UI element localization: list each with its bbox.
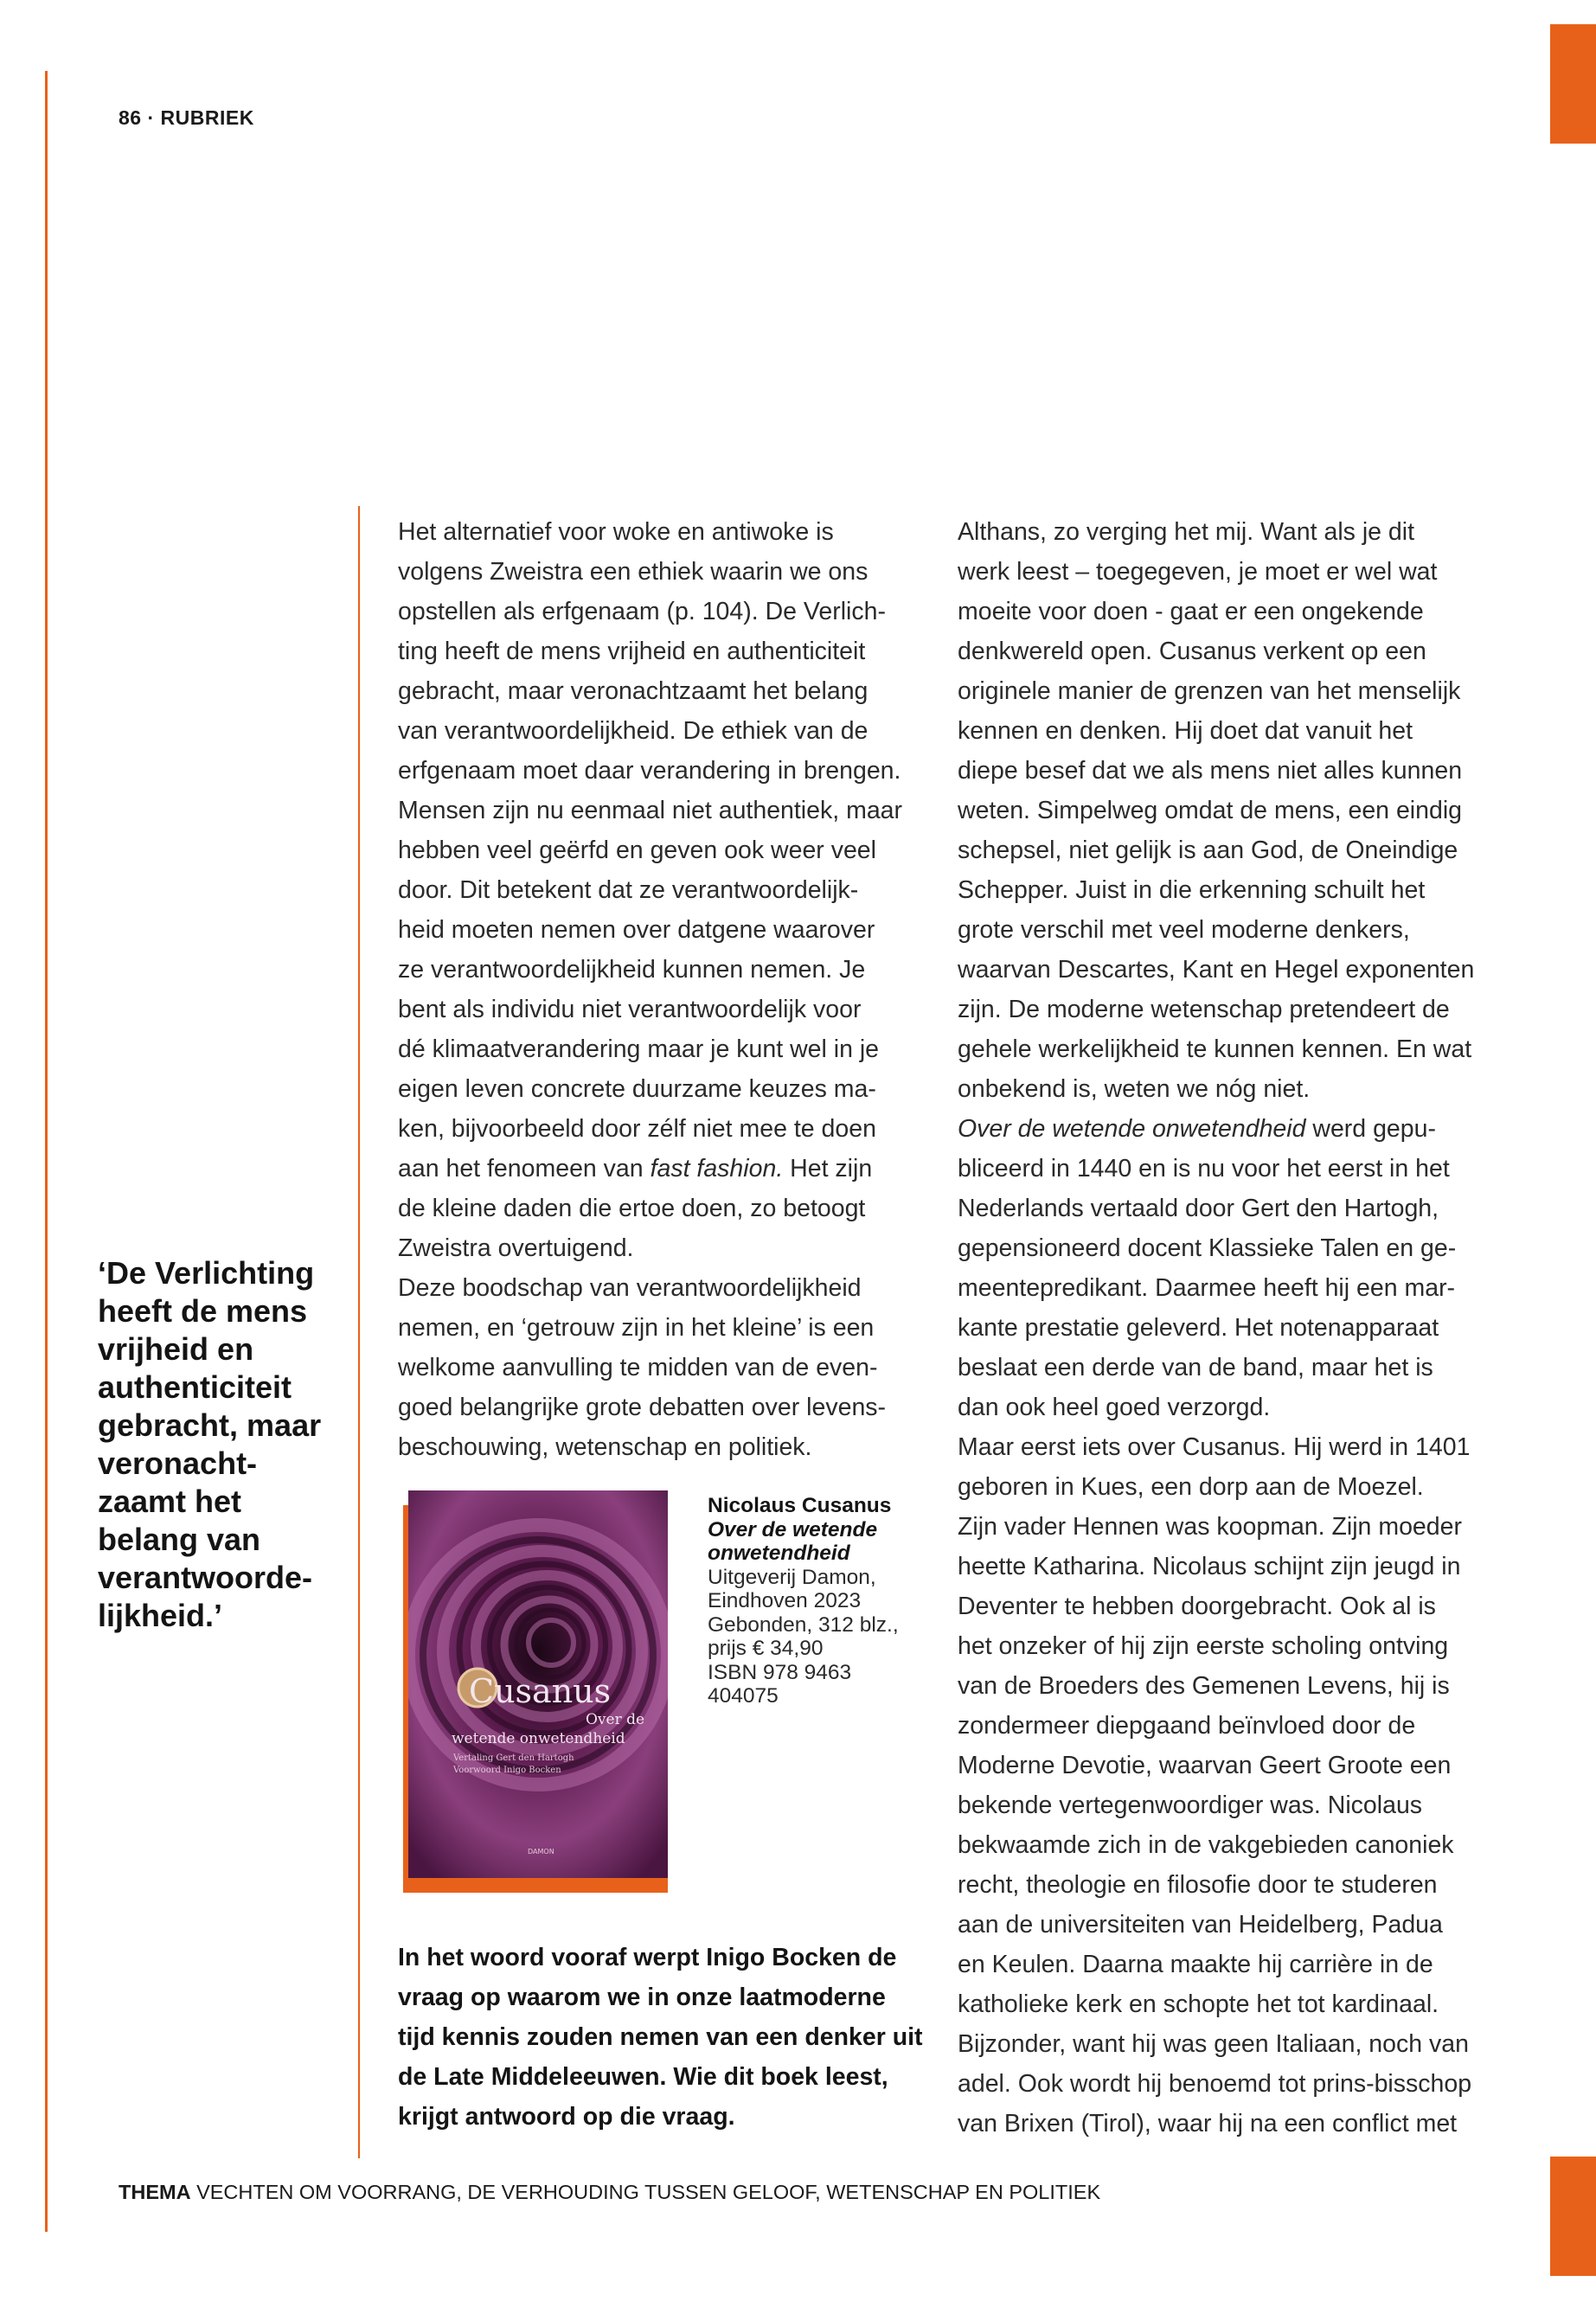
pull-quote-line: verantwoorde-	[98, 1560, 313, 1595]
cover-subtitle-line: Over de	[586, 1711, 645, 1728]
text-line: Schepper. Juist in die erkenning schuilt het	[958, 876, 1426, 904]
orange-tab-top	[1550, 24, 1596, 144]
text-line: grote verschil met veel moderne denkers,	[958, 916, 1410, 944]
text-run-italic: fast fashion.	[650, 1155, 784, 1183]
text-line: ting heeft de mens vrijheid en authenticiteit	[398, 638, 866, 665]
text-line: meentepredikant. Daarmee heeft hij een mar-	[958, 1274, 1456, 1302]
pull-quote-line: heeft de mens	[98, 1293, 308, 1329]
text-line: hebben veel geërfd en geven ook weer veel	[398, 836, 876, 864]
book-info	[708, 1494, 933, 1708]
text-line: bekwaamde zich in de vakgebieden canoniek	[958, 1831, 1454, 1859]
text-line: van de Broeders des Gemenen Levens, hij is	[958, 1672, 1450, 1700]
text-line: kennen en denken. Hij doet dat vanuit het	[958, 717, 1413, 745]
pull-quote-line: gebracht, maar	[98, 1407, 322, 1443]
lead-line: tijd kennis zouden nemen van een denker uit	[398, 2023, 923, 2051]
text-line: gehele werkelijkheid te kunnen kennen. En wat	[958, 1035, 1472, 1063]
text-line: kante prestatie geleverd. Het notenapparaat	[958, 1314, 1439, 1342]
pull-quote-line: ‘De Verlichting	[98, 1255, 315, 1291]
text-line: ken, bijvoorbeeld door zélf niet mee te doen	[398, 1115, 876, 1143]
pull-quote-line: authenticiteit	[98, 1369, 292, 1405]
book-title: Over de wetende	[708, 1517, 878, 1541]
book-publisher: Uitgeverij Damon,	[708, 1565, 876, 1589]
text-line: heette Katharina. Nicolaus schijnt zijn jeugd in	[958, 1553, 1461, 1580]
pull-quote-line: belang van	[98, 1522, 261, 1557]
lead-line: de Late Middeleeuwen. Wie dit boek leest,	[398, 2063, 888, 2091]
text-line: schepsel, niet gelijk is aan God, de Oneindige	[958, 836, 1458, 864]
text-line: nemen, en ‘getrouw zijn in het kleine’ is een	[398, 1314, 875, 1342]
left-margin-rule	[45, 71, 48, 2232]
lead-line: krijgt antwoord op die vraag.	[398, 2103, 735, 2131]
body-column-left	[398, 512, 921, 1467]
text-run: aan het fenomeen van	[398, 1155, 651, 1183]
text-line: bent als individu niet verantwoordelijk voor	[398, 996, 862, 1023]
text-line: beschouwing, wetenschap en politiek.	[398, 1433, 812, 1461]
body-column-right	[958, 512, 1481, 2144]
text-line: gepensioneerd docent Klassieke Talen en ge-	[958, 1234, 1457, 1262]
pull-quote-line: lijkheid.’	[98, 1598, 223, 1633]
text-line: weten. Simpelweg omdat de mens, een eindig	[958, 797, 1463, 824]
pull-quote-line: zaamt het	[98, 1484, 242, 1519]
pull-quote-line: veronacht-	[98, 1445, 258, 1481]
text-line: zondermeer diepgaand beïnvloed door de	[958, 1712, 1416, 1740]
text-line: de kleine daden die ertoe doen, zo betoogt	[398, 1195, 866, 1222]
book-isbn: ISBN 978 9463	[708, 1660, 852, 1684]
text-line: Deze boodschap van verantwoordelijkheid	[398, 1274, 862, 1302]
book-place-year: Eindhoven 2023	[708, 1589, 862, 1612]
text-line: ze verantwoordelijkheid kunnen nemen. Je	[398, 956, 866, 984]
book-price: prijs € 34,90	[708, 1637, 824, 1660]
text-line: Zijn vader Hennen was koopman. Zijn moeder	[958, 1513, 1462, 1541]
book-author: Nicolaus Cusanus	[708, 1494, 892, 1517]
text-run: Het zijn	[783, 1155, 873, 1183]
footer-label: THEMA	[119, 2181, 191, 2203]
text-line: opstellen als erfgenaam (p. 104). De Verlich-	[398, 598, 886, 625]
cover-credit-line: Vertaling Gert den Hartogh	[453, 1753, 574, 1763]
text-line: bekende vertegenwoordiger was. Nicolaus	[958, 1791, 1423, 1819]
text-line	[398, 1149, 921, 1189]
text-line	[958, 1109, 1481, 1149]
lead-paragraph	[398, 1938, 921, 2137]
text-line: dé klimaatverandering maar je kunt wel in je	[398, 1035, 880, 1063]
text-line: Zweistra overtuigend.	[398, 1234, 634, 1262]
text-line: onbekend is, weten we nóg niet.	[958, 1075, 1311, 1103]
text-line: katholieke kerk en schopte het tot kardinaal.	[958, 1990, 1439, 2018]
text-line: Deventer te hebben doorgebracht. Ook al is	[958, 1593, 1436, 1620]
text-line: zijn. De moderne wetenschap pretendeert de	[958, 996, 1450, 1023]
orange-tab-bottom	[1550, 2157, 1596, 2276]
cover-publisher: DAMON	[528, 1848, 554, 1856]
text-line: Bijzonder, want hij was geen Italiaan, noch van	[958, 2030, 1469, 2058]
pull-quote	[98, 1254, 349, 1635]
text-line: van Brixen (Tirol), waar hij na een conflict met	[958, 2110, 1458, 2138]
text-line: geboren in Kues, een dorp aan de Moezel.	[958, 1473, 1424, 1501]
text-line: waarvan Descartes, Kant en Hegel exponenten	[958, 956, 1475, 984]
text-line: Mensen zijn nu eenmaal niet authentiek, maar	[398, 797, 903, 824]
book-title: onwetendheid	[708, 1541, 850, 1565]
pull-quote-line: vrijheid en	[98, 1331, 254, 1367]
text-line: Het alternatief voor woke en antiwoke is	[398, 518, 834, 546]
book-cover-image	[408, 1490, 668, 1878]
text-line: Moderne Devotie, waarvan Geert Groote een	[958, 1752, 1452, 1779]
text-run-italic: Over de wetende onwetendheid	[958, 1115, 1306, 1143]
footer-theme-line	[119, 2181, 1100, 2204]
cover-title: Cusanus	[469, 1672, 612, 1710]
text-line: Althans, zo verging het mij. Want als je dit	[958, 518, 1415, 546]
text-line: welkome aanvulling te midden van de even-	[398, 1354, 878, 1381]
lead-line: vraag op waarom we in onze laatmoderne	[398, 1984, 886, 2011]
text-line: denkwereld open. Cusanus verkent op een	[958, 638, 1426, 665]
text-line: door. Dit betekent dat ze verantwoordelijk-	[398, 876, 859, 904]
text-line: bliceerd in 1440 en is nu voor het eerst in het	[958, 1155, 1450, 1183]
text-line: moeite voor doen - gaat er een ongekende	[958, 598, 1424, 625]
text-line: heid moeten nemen over datgene waarover	[398, 916, 875, 944]
text-line: aan de universiteiten van Heidelberg, Padua	[958, 1911, 1443, 1939]
footer-text: VECHTEN OM VOORRANG, DE VERHOUDING TUSSEN GELOOF, WETENSCHAP EN POLITIEK	[190, 2181, 1101, 2203]
book-binding: Gebonden, 312 blz.,	[708, 1612, 899, 1637]
text-line: van verantwoordelijkheid. De ethiek van de	[398, 717, 869, 745]
text-line: gebracht, maar veronachtzaamt het belang	[398, 677, 869, 705]
text-line: Nederlands vertaald door Gert den Hartogh,	[958, 1195, 1439, 1222]
running-head: 86 · RUBRIEK	[119, 106, 254, 129]
text-line: eigen leven concrete duurzame keuzes ma-	[398, 1075, 876, 1103]
text-line: goed belangrijke grote debatten over levens-	[398, 1394, 887, 1421]
text-line: Maar eerst iets over Cusanus. Hij werd in 1401	[958, 1433, 1471, 1461]
text-line: adel. Ook wordt hij benoemd tot prins-bisschop	[958, 2070, 1472, 2098]
text-line: originele manier de grenzen van het menselijk	[958, 677, 1461, 705]
text-line: volgens Zweistra een ethiek waarin we ons	[398, 558, 869, 586]
text-line: beslaat een derde van de band, maar het is	[958, 1354, 1433, 1381]
text-line: erfgenaam moet daar verandering in brengen.	[398, 757, 901, 785]
text-line: en Keulen. Daarna maakte hij carrière in de	[958, 1951, 1433, 1978]
column-divider-rule	[358, 506, 360, 2158]
text-line: diepe besef dat we als mens niet alles kunnen	[958, 757, 1463, 785]
text-line: recht, theologie en filosofie door te studeren	[958, 1871, 1438, 1899]
cover-credit-line: Voorwoord Inigo Bocken	[453, 1766, 561, 1775]
book-isbn: 404075	[708, 1684, 779, 1708]
lead-line: In het woord vooraf werpt Inigo Bocken de	[398, 1944, 897, 1971]
text-line: dan ook heel goed verzorgd.	[958, 1394, 1271, 1421]
text-line: werk leest – toegegeven, je moet er wel wat	[958, 558, 1438, 586]
text-run: werd gepu-	[1305, 1115, 1436, 1143]
cover-subtitle-line: wetende onwetendheid	[452, 1730, 625, 1747]
text-line: het onzeker of hij zijn eerste scholing ontving	[958, 1632, 1449, 1660]
